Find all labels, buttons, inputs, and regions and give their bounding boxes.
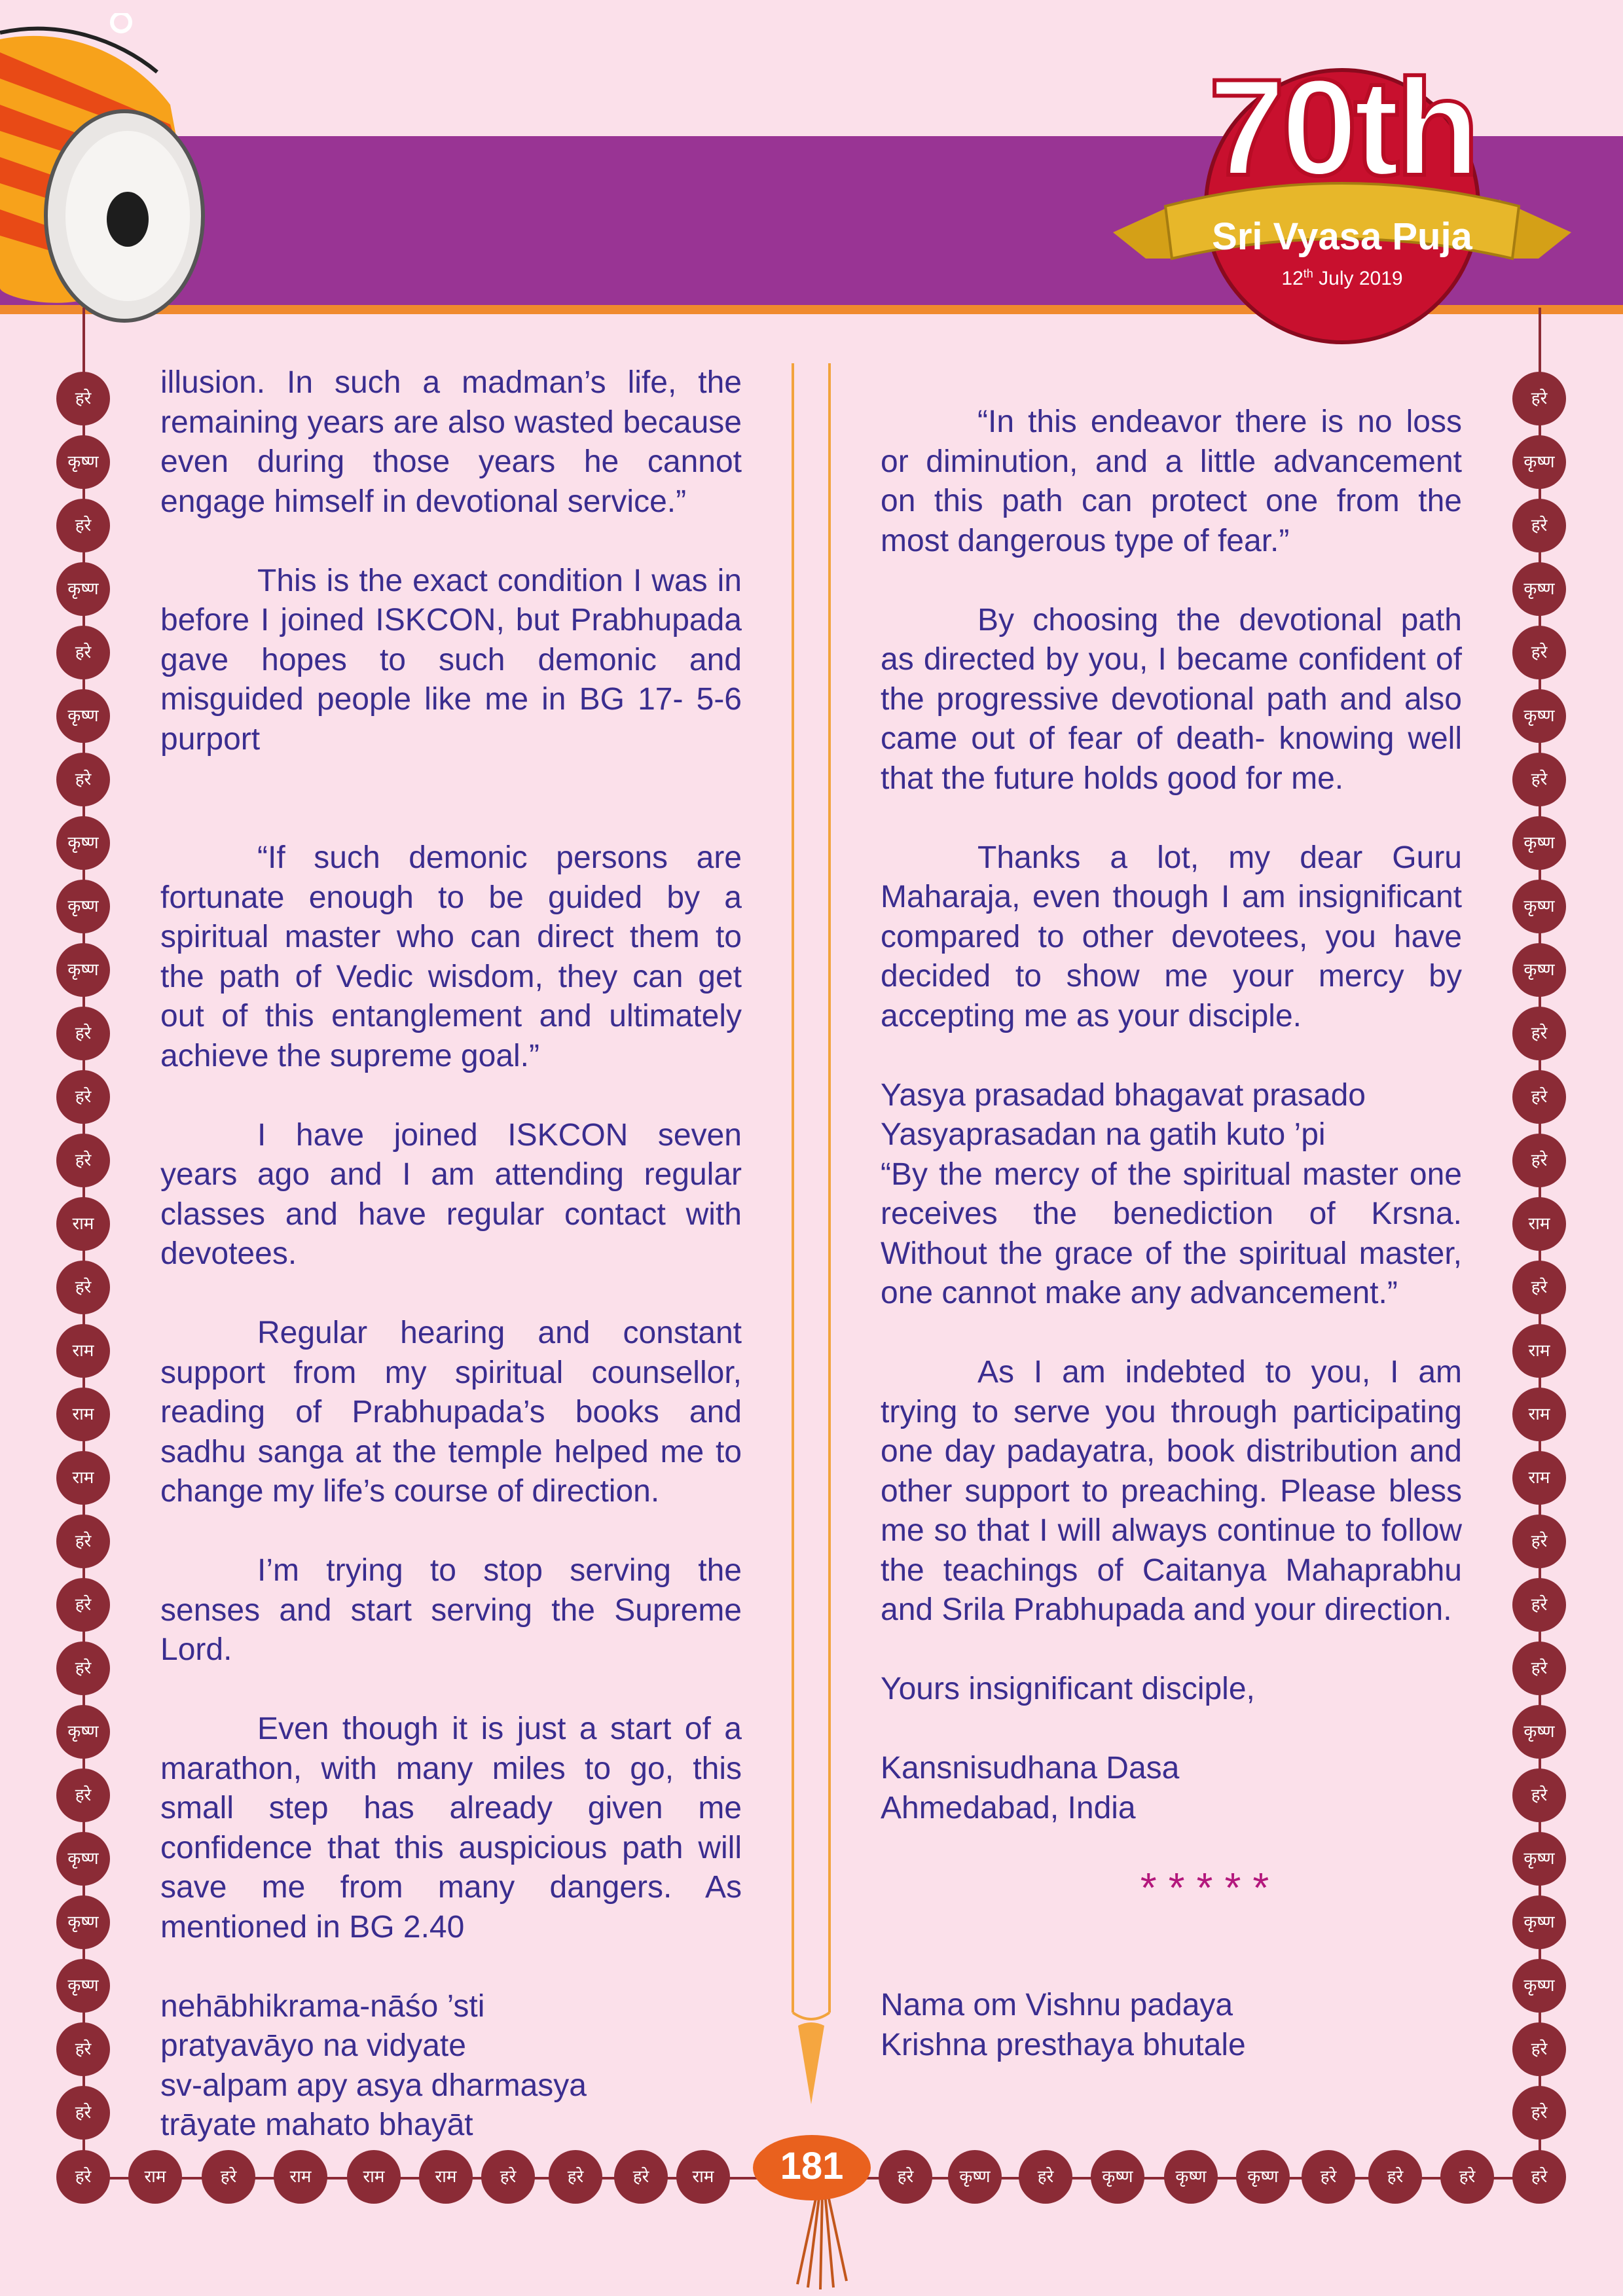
mantra-bead: हरे bbox=[1512, 2150, 1566, 2204]
paragraph: Regular hearing and constant support from my spiritual counsellor, reading of Prabhupada’s books and sadhu sanga at the temple helped me to change my life’s course of direction. bbox=[160, 1316, 742, 1509]
mantra-bead: कृष्ण bbox=[1512, 1832, 1566, 1886]
mantra-bead: कृष्ण bbox=[56, 1705, 110, 1759]
mantra-bead: हरे bbox=[549, 2150, 602, 2204]
mantra-bead: कृष्ण bbox=[948, 2150, 1002, 2204]
mantra-bead: कृष्ण bbox=[56, 943, 110, 997]
mantra-bead: हरे bbox=[879, 2150, 932, 2204]
paragraph: Even though it is just a start of a marathon, with many miles to go, this small step has already given me confidence that this auspicious path will save me from many dangers. As mentioned in BG 2.40 bbox=[160, 1712, 742, 1945]
mantra-block bbox=[881, 1986, 1462, 2065]
mantra-bead: हरे bbox=[1512, 1641, 1566, 1695]
paragraph: This is the exact condition I was in before I joined ISKCON, but Prabhupada gave hopes to such demonic and misguided people like me in BG 17- 5-6 purport bbox=[160, 563, 742, 757]
mantra-bead: राम bbox=[56, 1451, 110, 1505]
mantra-bead: हरे bbox=[1512, 1768, 1566, 1822]
mantra-bead: कृष्ण bbox=[1512, 1895, 1566, 1949]
mantra-bead: हरे bbox=[614, 2150, 668, 2204]
mantra-bead: राम bbox=[1512, 1197, 1566, 1251]
closing-line: Yours insignificant disciple, bbox=[881, 1672, 1255, 1706]
mantra-bead: कृष्ण bbox=[1512, 435, 1566, 489]
mantra-bead: हरे bbox=[202, 2150, 255, 2204]
mantra-bead: हरे bbox=[1512, 1261, 1566, 1314]
mantra-bead: कृष्ण bbox=[1164, 2150, 1218, 2204]
mantra-bead: कृष्ण bbox=[56, 816, 110, 870]
mantra-bead: हरे bbox=[56, 626, 110, 679]
mantra-bead: हरे bbox=[56, 1134, 110, 1187]
mantra-line: Nama om Vishnu padaya bbox=[881, 1988, 1233, 2022]
mantra-bead: हरे bbox=[1019, 2150, 1072, 2204]
paragraph: I have joined ISKCON seven years ago and I am attending regular classes and have regular contact with devotees. bbox=[160, 1117, 742, 1271]
verse-block bbox=[881, 1076, 1462, 1314]
mantra-bead: कृष्ण bbox=[1512, 1959, 1566, 2013]
mantra-bead: हरे bbox=[56, 2022, 110, 2076]
mantra-bead: हरे bbox=[1512, 1070, 1566, 1124]
mantra-bead: हरे bbox=[56, 2086, 110, 2140]
mantra-bead: हरे bbox=[56, 753, 110, 806]
verse-line: pratyavāyo na vidyate bbox=[160, 2028, 466, 2063]
mantra-bead: हरे bbox=[56, 372, 110, 425]
mantra-bead: कृष्ण bbox=[1512, 816, 1566, 870]
mantra-bead: राम bbox=[128, 2150, 182, 2204]
center-divider bbox=[790, 363, 832, 2117]
paragraph: illusion. In such a madman’s life, the remaining years are also wasted because even during those years he cannot engage himself in devotional service.” bbox=[160, 365, 742, 519]
mantra-bead: हरे bbox=[56, 1007, 110, 1060]
mantra-bead: हरे bbox=[56, 2150, 110, 2204]
mantra-bead: हरे bbox=[1512, 1515, 1566, 1568]
page-number: 181 bbox=[753, 2135, 871, 2200]
mantra-bead: हरे bbox=[481, 2150, 535, 2204]
mantra-bead: कृष्ण bbox=[1512, 562, 1566, 616]
verse-translation: “By the mercy of the spiritual master one receives the benediction of Krsna. Without the grace of the spiritual master, one cannot make any advancement.” bbox=[881, 1157, 1462, 1310]
mantra-bead: कृष्ण bbox=[1091, 2150, 1144, 2204]
signature-block bbox=[881, 1749, 1462, 1828]
mantra-bead: हरे bbox=[1302, 2150, 1355, 2204]
paragraph: As I am indebted to you, I am trying to serve you through participating one day padayatra, book distribution and other support to preaching. Please bless me so that I will always continue to follow the teachings of Caitanya Mahaprabhu and Srila Prabhupada and your direction. bbox=[881, 1355, 1462, 1627]
mantra-bead: कृष्ण bbox=[56, 1895, 110, 1949]
mantra-bead: कृष्ण bbox=[56, 880, 110, 933]
mantra-bead: हरे bbox=[56, 1578, 110, 1632]
separator-stars: ***** bbox=[1140, 1863, 1281, 1911]
mantra-bead: हरे bbox=[56, 1261, 110, 1314]
mantra-bead: राम bbox=[1512, 1451, 1566, 1505]
badge-number: 70th bbox=[1209, 50, 1476, 204]
mridanga-drum-icon bbox=[0, 13, 223, 327]
paragraph: I’m trying to stop serving the senses and start serving the Supreme Lord. bbox=[160, 1553, 742, 1667]
mantra-bead: हरे bbox=[1368, 2150, 1422, 2204]
mantra-bead: हरे bbox=[56, 1768, 110, 1822]
mantra-bead: राम bbox=[56, 1388, 110, 1441]
mantra-bead: हरे bbox=[56, 499, 110, 552]
mantra-bead: हरे bbox=[1512, 1007, 1566, 1060]
right-text-column bbox=[881, 403, 1462, 2105]
sanskrit-verse bbox=[160, 1987, 742, 2145]
mantra-bead: हरे bbox=[56, 1515, 110, 1568]
badge-title: Sri Vyasa Puja bbox=[1212, 215, 1472, 258]
mantra-bead: हरे bbox=[1512, 499, 1566, 552]
mantra-line: Krishna presthaya bhutale bbox=[881, 2027, 1246, 2062]
quote-paragraph: “If such demonic persons are fortunate enough to be guided by a spiritual master who can direct them to the path of Vedic wisdom, they can get out of this entanglement and ultimately achieve the supreme goal.” bbox=[160, 840, 742, 1073]
left-text-column bbox=[160, 363, 742, 2185]
mantra-bead: हरे bbox=[1512, 372, 1566, 425]
verse-line: trāyate mahato bhayāt bbox=[160, 2108, 473, 2142]
mantra-bead: राम bbox=[419, 2150, 473, 2204]
quote-paragraph: “In this endeavor there is no loss or diminution, and a little advancement on this path can protect one from the most dangerous type of fear.” bbox=[881, 404, 1462, 558]
mantra-bead: हरे bbox=[56, 1641, 110, 1695]
mantra-bead: राम bbox=[56, 1197, 110, 1251]
verse-line: sv-alpam apy asya dharmasya bbox=[160, 2068, 587, 2103]
mantra-bead: राम bbox=[56, 1324, 110, 1378]
mantra-bead: कृष्ण bbox=[56, 689, 110, 743]
mantra-bead: कृष्ण bbox=[1236, 2150, 1290, 2204]
mantra-bead: हरे bbox=[1512, 1578, 1566, 1632]
mantra-bead: कृष्ण bbox=[1512, 943, 1566, 997]
mantra-bead: हरे bbox=[1512, 2022, 1566, 2076]
mantra-bead: कृष्ण bbox=[56, 562, 110, 616]
mantra-bead: राम bbox=[1512, 1324, 1566, 1378]
mantra-bead: कृष्ण bbox=[1512, 1705, 1566, 1759]
mantra-bead: हरे bbox=[1512, 2086, 1566, 2140]
mantra-bead: हरे bbox=[1512, 626, 1566, 679]
mantra-bead: हरे bbox=[1512, 1134, 1566, 1187]
verse-line: nehābhikrama-nāśo ’sti bbox=[160, 1988, 485, 2024]
mantra-bead: राम bbox=[676, 2150, 730, 2204]
badge-date: 12th July 2019 bbox=[1281, 267, 1403, 289]
mantra-bead: कृष्ण bbox=[56, 435, 110, 489]
mantra-bead: हरे bbox=[56, 1070, 110, 1124]
verse-line: Yasyaprasadan na gatih kuto ’pi bbox=[881, 1117, 1326, 1152]
paragraph: By choosing the devotional path as directed by you, I became confident of the progressive devotional path and also came out of fear of death- knowing well that the future holds good for me. bbox=[881, 602, 1462, 796]
mantra-bead: राम bbox=[274, 2150, 327, 2204]
author-place: Ahmedabad, India bbox=[881, 1790, 1136, 1825]
mantra-bead: हरे bbox=[1512, 753, 1566, 806]
mantra-bead: हरे bbox=[1440, 2150, 1494, 2204]
mantra-bead: कृष्ण bbox=[1512, 689, 1566, 743]
tassel-icon bbox=[784, 2193, 856, 2291]
mantra-bead: राम bbox=[1512, 1388, 1566, 1441]
verse-line: Yasya prasadad bhagavat prasado bbox=[881, 1077, 1366, 1113]
mantra-bead: कृष्ण bbox=[1512, 880, 1566, 933]
mantra-bead: कृष्ण bbox=[56, 1959, 110, 2013]
mantra-bead: कृष्ण bbox=[56, 1832, 110, 1886]
mantra-bead: राम bbox=[347, 2150, 401, 2204]
paragraph: Thanks a lot, my dear Guru Maharaja, even though I am insignificant compared to other devotees, you have decided to show me your mercy by accepting me as your disciple. bbox=[881, 840, 1462, 1033]
author-name: Kansnisudhana Dasa bbox=[881, 1751, 1180, 1785]
